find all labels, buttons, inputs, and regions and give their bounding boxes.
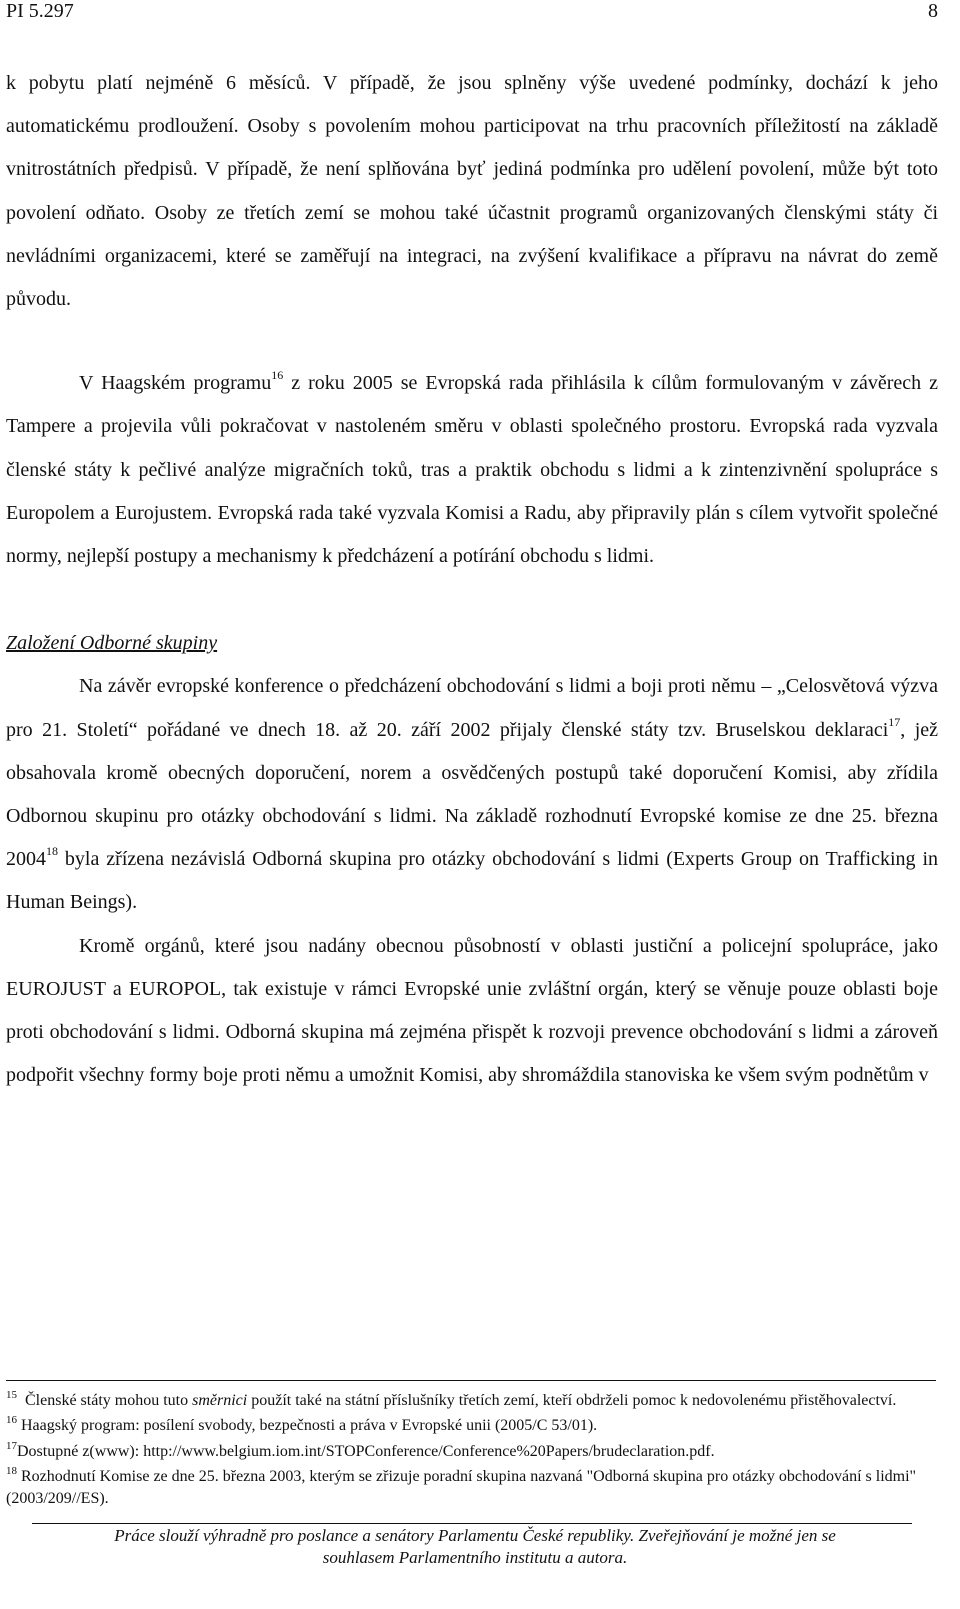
footnote-16 <box>6 1415 936 1436</box>
footnote-ref-17[interactable]: 17 <box>888 714 901 729</box>
footnote-separator <box>6 1380 936 1381</box>
paragraph-text: Na závěr evropské konference o předcházení obchodování s lidmi a boji proti němu – „Celosvětová výzva pro 21. Století“ pořádané ve dnech 18. až 20. září 2002 přijaly členské státy tzv. Bruselskou deklaraci <box>6 675 938 741</box>
footnote-18 <box>6 1466 936 1509</box>
footnote-text: Rozhodnutí Komise ze dne 25. března 2003, kterým se zřizuje poradní skupina nazvaná "Odborná skupina pro otázky obchodování s lidmi" (2003/209//ES). <box>6 1468 917 1507</box>
paragraph-text: , jež obsahovala kromě obecných doporučení, norem a osvědčených postupů také doporučení Komisi, aby zřídila Odbornou skupinu pro otázky obchodování s lidmi. Na základě rozhodnutí Evropské komise ze dne 25. března 2004 <box>6 718 938 871</box>
paragraph-text: k pobytu platí nejméně 6 měsíců. V případě, že jsou splněny výše uvedené podmínky, dochází k jeho automatickému prodloužení. Osoby s povolením mohou participovat na trhu pracovních příležitostí na základě vnitrostátních předpisů. V případě, že není splňována byť jediná podmínka pro udělení povolení, může být toto povolení odňato. Osoby ze třetích zemí se mohou také účastnit programů organizovaných členskými státy či nevládními organizacemi, které se zaměřují na integraci, na zvýšení kvalifikace a přípravu na návrat do země původu. <box>6 72 938 311</box>
page-footer <box>20 1525 930 1569</box>
paragraph-residence-permit <box>6 62 938 321</box>
footnote-ref-16[interactable]: 16 <box>271 368 284 383</box>
footnote-text: Členské státy mohou tuto <box>25 1392 193 1409</box>
footnote-number: 18 <box>6 1465 17 1478</box>
paragraph-hague-programme <box>6 362 938 578</box>
footnote-text: Haagský program: posílení svobody, bezpečnosti a práva v Evropské unii (2005/C 53/01). <box>21 1417 598 1435</box>
footnote-ref-18[interactable]: 18 <box>46 844 58 859</box>
document-body <box>6 62 938 1097</box>
page-header <box>6 0 938 22</box>
paragraph-eu-bodies <box>6 925 938 1098</box>
paragraph-expert-group-founding <box>6 665 938 924</box>
paragraph-text: V Haagském programu <box>79 372 272 395</box>
footer-separator <box>32 1523 912 1524</box>
footer-line: souhlasem Parlamentního institutu a autora. <box>322 1548 628 1567</box>
paragraph-text: z roku 2005 se Evropská rada přihlásila k cílům formulovaným v závěrech z Tampere a projevila vůli pokračovat v nastoleném směru v oblasti společného prostoru. Evropská rada vyzvala členské státy k pečlivé analýze migračních toků, tras a praktik obchodu s lidmi a k zintenzivnění spolupráce s Europolem a Eurojustem. Evropská rada také vyzvala Komisi a Radu, aby připravily plán s cílem vytvořit společné normy, nejlepší postupy a mechanismy k předcházení a potírání obchodu s lidmi. <box>6 372 938 568</box>
footnote-number: 17 <box>6 1439 17 1452</box>
footnotes <box>6 1390 936 1513</box>
footnote-text: použít také na státní příslušníky třetích zemí, kteří obdrželi pomoc k nedovolenému přistěhovalectví. <box>247 1392 897 1409</box>
footnote-number: 16 <box>6 1414 17 1427</box>
section-heading: Založení Odborné skupiny <box>6 632 218 655</box>
footnote-15 <box>6 1390 936 1411</box>
footnote-17 <box>6 1441 936 1462</box>
paragraph-text: byla zřízena nezávislá Odborná skupina pro otázky obchodování s lidmi (Experts Group on Trafficking in Human Beings). <box>6 848 938 914</box>
footnote-link[interactable]: Dostupné z(www): http://www.belgium.iom.int/STOPConference/Conference%20Papers/brudeclaration.pdf. <box>17 1442 715 1460</box>
footnote-number: 15 <box>6 1389 17 1401</box>
footnote-emphasis: směrnici <box>192 1392 248 1409</box>
paragraph-text: Kromě orgánů, které jsou nadány obecnou působností v oblasti justiční a policejní spolupráce, jako EUROJUST a EUROPOL, tak existuje v rámci Evropské unie zvláštní orgán, který se věnuje pouze oblasti boje proti obchodování s lidmi. Odborná skupina má zejména přispět k rozvoji prevence obchodování s lidmi a zároveň podpořit všechny formy boje proti němu a umožnit Komisi, aby shromáždila stanoviska ke všem svým podnětům v <box>6 934 938 1087</box>
footer-line: Práce slouží výhradně pro poslance a senátory Parlamentu České republiky. Zveřejňování je možné jen se <box>114 1526 836 1545</box>
page-number: 8 <box>928 0 938 22</box>
document-reference: PI 5.297 <box>6 0 74 22</box>
